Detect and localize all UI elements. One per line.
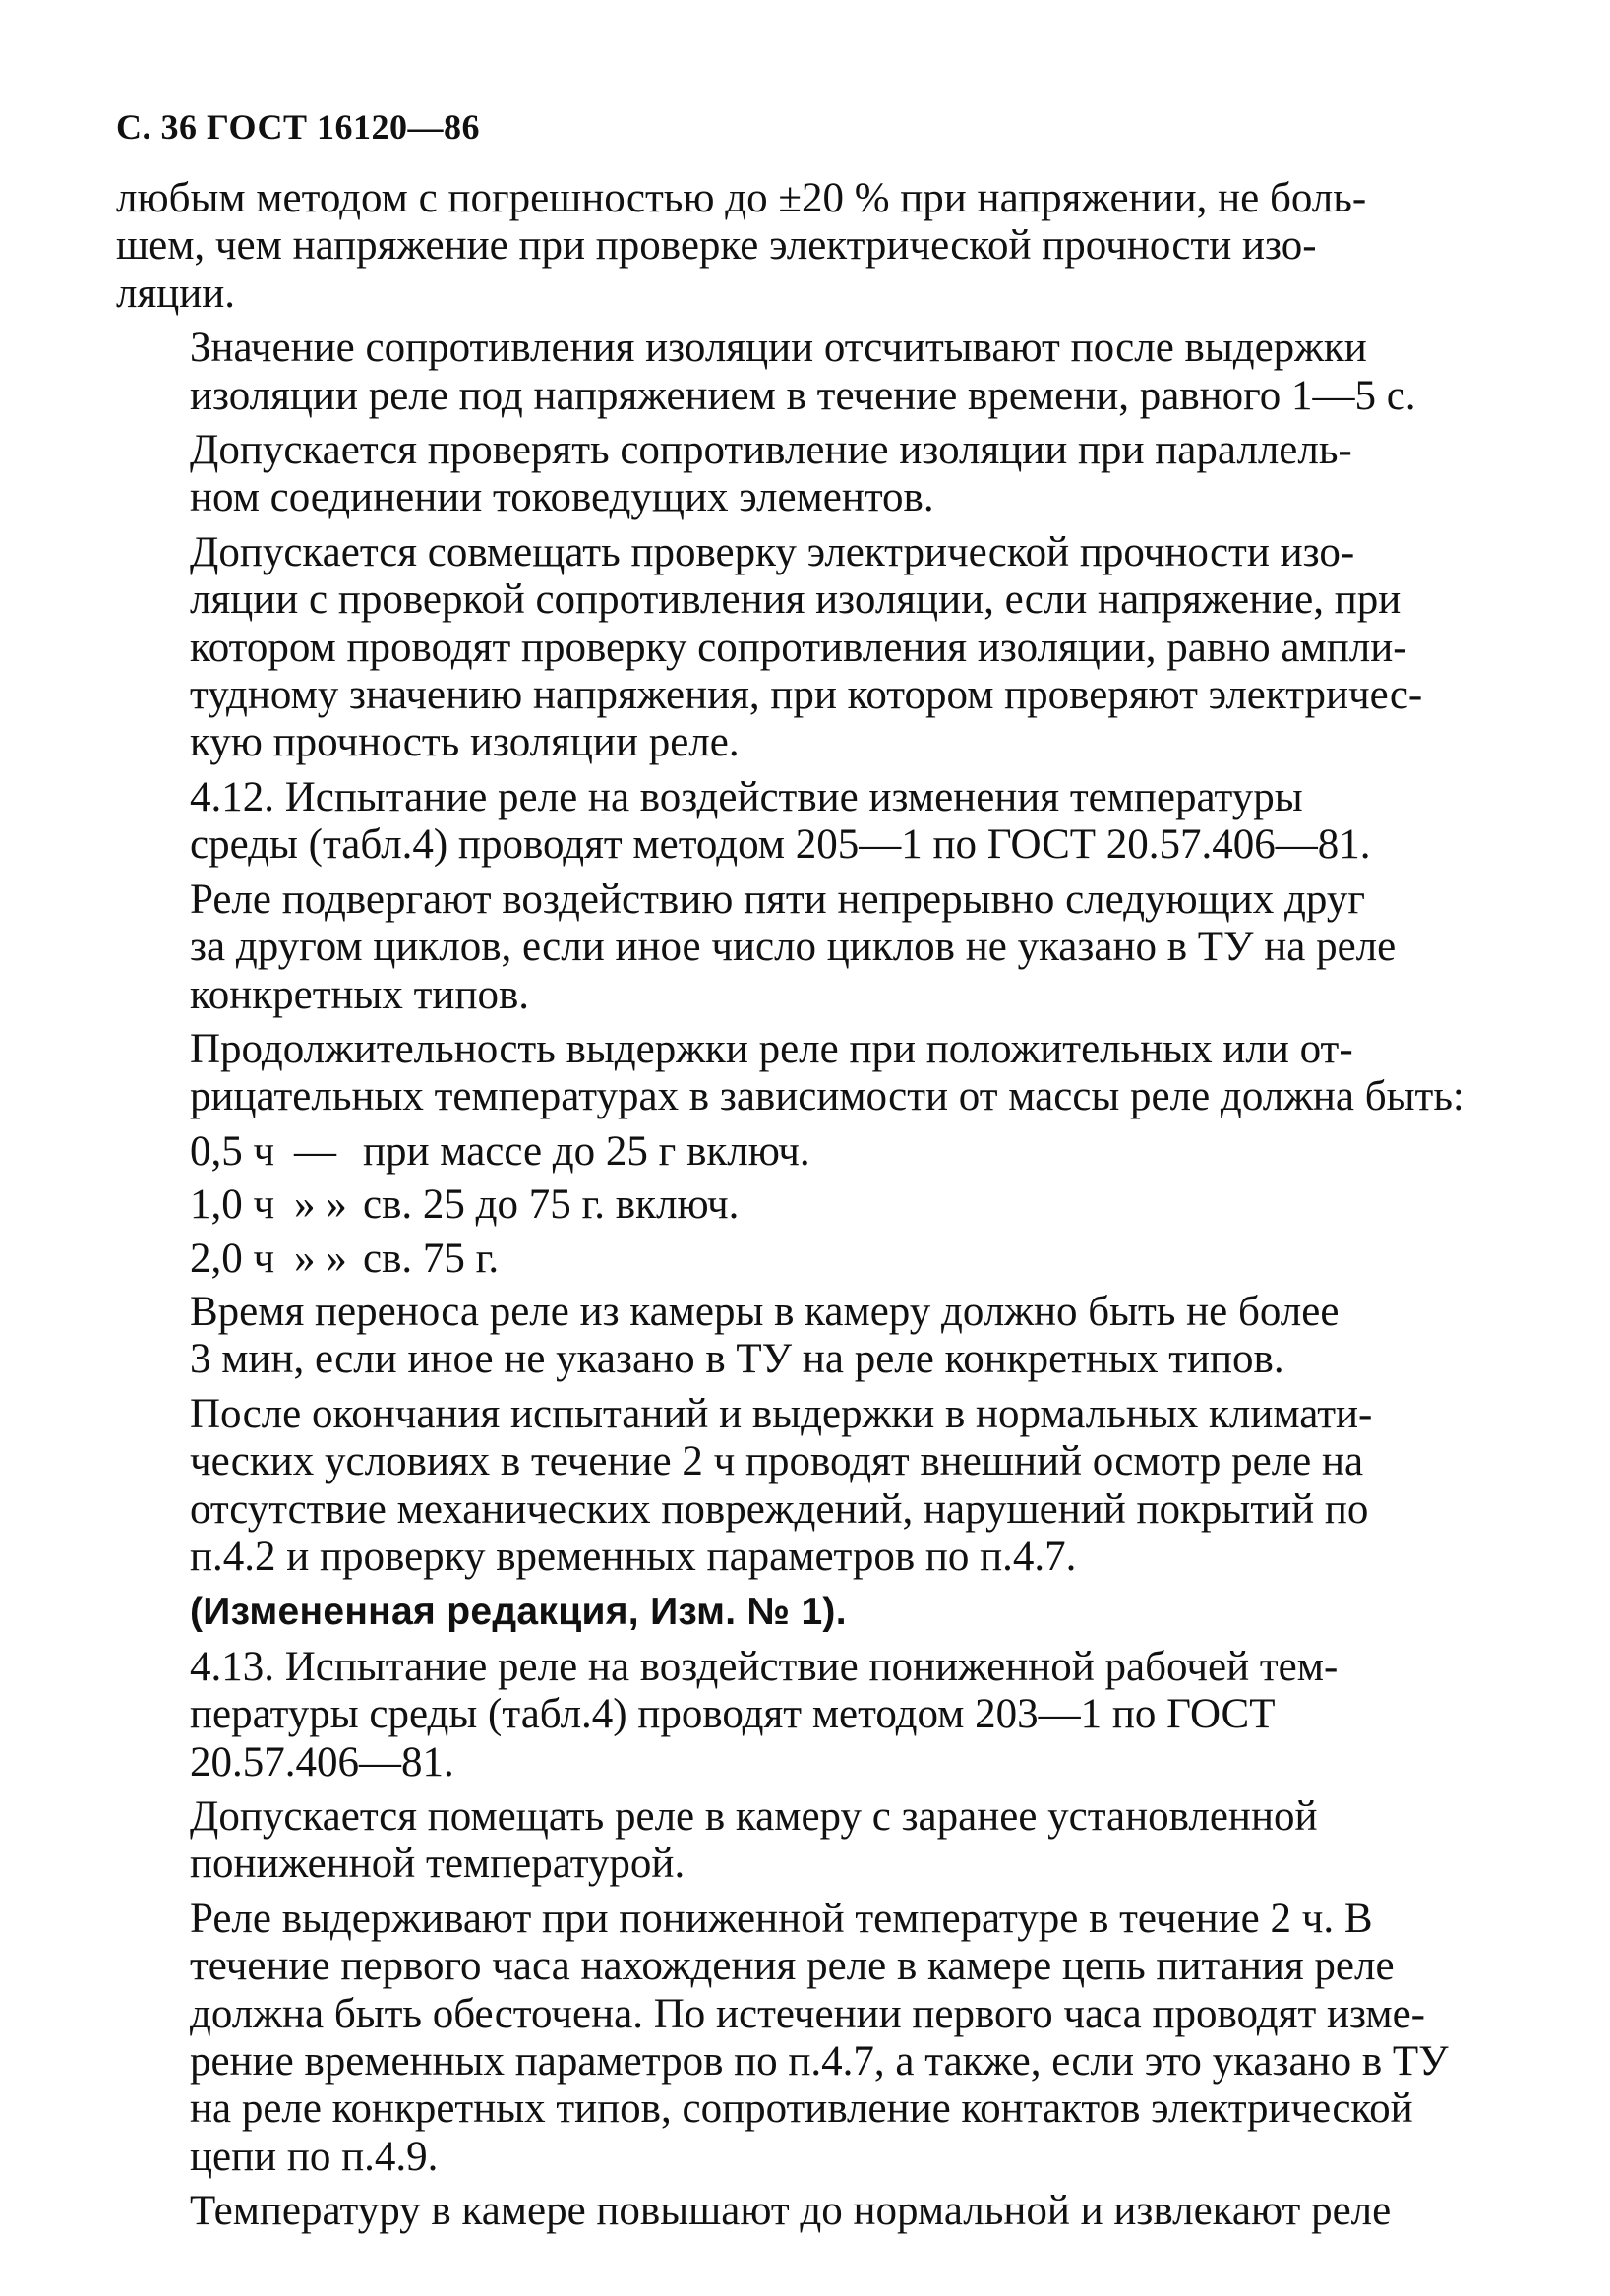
paragraph-line: 3 мин, если иное не указано в ТУ на реле конкретных типов. bbox=[190, 1336, 1284, 1383]
paragraph-line: пературы среды (табл.4) проводят методом 203—1 по ГОСТ bbox=[190, 1691, 1276, 1738]
paragraph-line: ляции. bbox=[116, 270, 236, 317]
paragraph-line: должна быть обесточена. По истечении первого часа проводят изме- bbox=[190, 1990, 1425, 2037]
paragraph-line: отсутствие механических повреждений, нарушений покрытий по bbox=[190, 1485, 1369, 1533]
duration-separator: » » bbox=[294, 1235, 347, 1282]
paragraph-line: котором проводят проверку сопротивления изоляции, равно ампли- bbox=[190, 624, 1407, 671]
paragraph-group-intro bbox=[116, 175, 1483, 1121]
paragraph bbox=[116, 1793, 1483, 1889]
paragraph bbox=[116, 175, 1483, 318]
paragraph-line: Допускается совмещать проверку электрической прочности изо- bbox=[190, 528, 1355, 575]
paragraph bbox=[116, 774, 1483, 870]
duration-mass: св. 75 г. bbox=[363, 1235, 500, 1282]
duration-separator: — bbox=[294, 1127, 336, 1175]
paragraph-line: ном соединении токоведущих элементов. bbox=[190, 474, 934, 521]
duration-list bbox=[116, 1128, 1483, 1283]
amendment-text: (Измененная редакция, Изм. № 1). bbox=[190, 1591, 847, 1634]
paragraph-line: После окончания испытаний и выдержки в нормальных климати- bbox=[190, 1390, 1373, 1437]
duration-row bbox=[116, 1128, 1483, 1176]
paragraph-line: ческих условиях в течение 2 ч проводят внешний осмотр реле на bbox=[190, 1438, 1364, 1485]
paragraph bbox=[116, 876, 1483, 1019]
duration-time: 0,5 ч bbox=[190, 1127, 275, 1175]
paragraph-line: Значение сопротивления изоляции отсчитывают после выдержки bbox=[190, 325, 1367, 372]
paragraph-line: тудному значению напряжения, при котором проверяют электричес- bbox=[190, 672, 1423, 719]
paragraph-line: Допускается помещать реле в камеру с заранее установленной bbox=[190, 1793, 1318, 1840]
paragraph-line: Продолжительность выдержки реле при положительных или от- bbox=[190, 1025, 1353, 1072]
paragraph-line: 4.12. Испытание реле на воздействие изменения температуры bbox=[190, 773, 1303, 820]
paragraph-line: среды (табл.4) проводят методом 205—1 по ГОСТ 20.57.406—81. bbox=[190, 821, 1371, 869]
duration-time: 1,0 ч bbox=[190, 1181, 275, 1229]
paragraph-line: Температуру в камере повышают до нормальной и извлекают реле bbox=[190, 2188, 1392, 2235]
paragraph-line: Реле выдерживают при пониженной температуре в течение 2 ч. В bbox=[190, 1895, 1373, 1942]
paragraph bbox=[116, 325, 1483, 420]
paragraph-line: 20.57.406—81. bbox=[190, 1738, 454, 1785]
paragraph-line: рение временных параметров по п.4.7, а также, если это указано в ТУ bbox=[190, 2038, 1449, 2085]
paragraph bbox=[116, 1391, 1483, 1582]
paragraph-line: пониженной температурой. bbox=[190, 1841, 686, 1888]
paragraph bbox=[116, 1644, 1483, 1786]
paragraph-group-low-temperature bbox=[116, 1644, 1483, 2236]
duration-separator: » » bbox=[294, 1181, 347, 1229]
paragraph-line: за другом циклов, если иное число циклов не указано в ТУ на реле bbox=[190, 924, 1397, 971]
paragraph-line: Допускается проверять сопротивление изоляции при параллель- bbox=[190, 427, 1352, 474]
paragraph-line: на реле конкретных типов, сопротивление контактов электрической bbox=[190, 2085, 1413, 2133]
paragraph-line: шем, чем напряжение при проверке электрической прочности изо- bbox=[116, 222, 1317, 270]
paragraph-line: 4.13. Испытание реле на воздействие пониженной рабочей тем- bbox=[190, 1643, 1339, 1690]
paragraph bbox=[116, 529, 1483, 767]
duration-row bbox=[116, 1181, 1483, 1229]
document-body bbox=[116, 175, 1483, 2243]
paragraph-line: Время переноса реле из камеры в камеру должно быть не более bbox=[190, 1288, 1340, 1335]
paragraph bbox=[116, 1026, 1483, 1121]
duration-mass: при массе до 25 г включ. bbox=[363, 1127, 810, 1175]
paragraph-line: изоляции реле под напряжением в течение времени, равного 1—5 с. bbox=[190, 372, 1416, 419]
paragraph-line: цепи по п.4.9. bbox=[190, 2133, 439, 2180]
paragraph bbox=[116, 1896, 1483, 2181]
duration-mass: св. 25 до 75 г. включ. bbox=[363, 1181, 740, 1229]
paragraph-line: любым методом с погрешностью до ±20 % при напряжении, не боль- bbox=[116, 175, 1367, 221]
duration-time: 2,0 ч bbox=[190, 1235, 275, 1282]
paragraph bbox=[116, 427, 1483, 522]
page-header: С. 36 ГОСТ 16120—86 bbox=[116, 107, 480, 147]
paragraph-line: Реле подвергают воздействию пяти непрерывно следующих друг bbox=[190, 876, 1365, 923]
amendment-note bbox=[116, 1588, 1483, 1636]
paragraph bbox=[116, 1289, 1483, 1384]
paragraph-line: кую прочность изоляции реле. bbox=[190, 719, 740, 766]
duration-row bbox=[116, 1236, 1483, 1283]
paragraph-line: течение первого часа нахождения реле в камере цепь питания реле bbox=[190, 1943, 1395, 1990]
paragraph bbox=[116, 2188, 1483, 2235]
paragraph-line: конкретных типов. bbox=[190, 971, 530, 1018]
paragraph-line: рицательных температурах в зависимости от массы реле должна быть: bbox=[190, 1073, 1464, 1120]
paragraph-line: ляции с проверкой сопротивления изоляции, если напряжение, при bbox=[190, 576, 1401, 624]
paragraph-line: п.4.2 и проверку временных параметров по п.4.7. bbox=[190, 1533, 1077, 1580]
paragraph-group-transfer bbox=[116, 1289, 1483, 1581]
